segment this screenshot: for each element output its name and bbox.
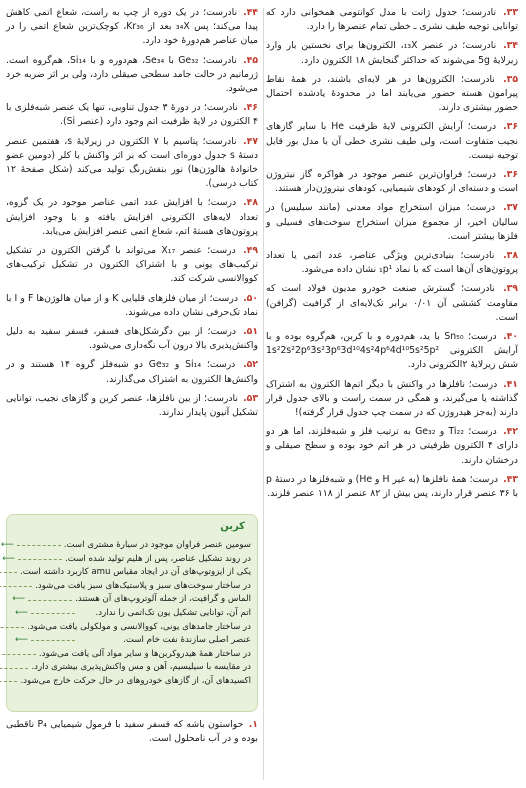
- carbon-fact: [15, 634, 251, 648]
- answer-item: [266, 282, 518, 325]
- answer-item: [266, 378, 518, 421]
- answer-number: ۵۳.: [243, 392, 258, 404]
- carbon-fact: [15, 648, 251, 662]
- answer-item: [266, 6, 518, 34]
- arrow-left-icon: ⟵: [15, 635, 28, 646]
- dashed-leader: [0, 668, 28, 669]
- answer-number: ۳۵.: [503, 73, 518, 85]
- dashed-leader: [31, 613, 75, 614]
- answer-item: [266, 249, 518, 277]
- footnote-number: ۱.: [248, 719, 258, 730]
- answer-text: نادرست؛ در عنصر ₁₃X، الکترون‌ها برای نخستین بار وارد زیرلایهٔ 5g می‌شوند که حداکثر گنجایش ۱۸ الکترون دارد.: [266, 40, 518, 66]
- carbon-fact-text: الماس و گرافیت، از جمله آلوتروپ‌های آن هستند.: [75, 594, 251, 605]
- answer-text: درست؛ عنصر X₁₇ می‌تواند با گرفتن الکترون در تشکیل ترکیب‌های یونی و با اشتراک الکترون در تشکیل ترکیب‌های کووالانسی شرکت کند.: [6, 245, 258, 285]
- answer-number: ۴۶.: [243, 102, 258, 114]
- answer-text: نادرست؛ پتاسیم با ۷ الکترون در زیرلایهٔ s، هفتمین عنصر دستهٔ s جدول دوره‌ای است که بر اثر واکنش با کلر (دومین عضو خانوادهٔ هالوژن‌ها) نور بنفش‌رنگ تولید می‌کند (شکل صفحهٔ ۱۲ کتاب درسی).: [6, 135, 258, 190]
- answer-number: ۳۶.: [503, 169, 518, 181]
- answer-item: [266, 73, 518, 116]
- dashed-leader: [0, 627, 24, 628]
- carbon-fact: [12, 593, 251, 607]
- answer-text: نادرست؛ گسترش صنعت خودرو مدیون فولاد است که مقاومت کششی آن ۰/۰۱ برابر تک‌لایه‌ای از گرافیت (گرافن) است.: [266, 283, 518, 323]
- answer-item: [266, 425, 518, 468]
- dashed-leader: [31, 640, 75, 641]
- answer-item: [266, 39, 518, 67]
- answer-item: [266, 330, 518, 373]
- answer-text: درست؛ با افزایش عدد اتمی عناصر موجود در یک گروه، تعداد لایه‌های الکترونی افزایش یافته و با وجود افزایش پروتون‌های هستهٔ اتم، شعاع اتمی عنصر افزایش می‌یابد.: [6, 197, 258, 237]
- carbon-fact-text: در روند تشکیل عناصر، پس از هلیم تولید شده است.: [65, 553, 251, 564]
- answer-number: ۳۴.: [503, 40, 518, 52]
- left-answers: [6, 6, 258, 420]
- answer-number: ۴۵.: [243, 54, 258, 66]
- answer-text: نادرست؛ Ge₃₂ با Se₃₄، هم‌دوره و با Si₁₄، هم‌گروه است. ژرمانیم در حالت جامد سطحی صیقلی دارد، ولی بر اثر ضربه خرد می‌شود.: [6, 54, 258, 95]
- answer-number: ۴۴.: [243, 7, 258, 18]
- footnote-text: حواستون باشه که فسفر سفید با فرمول شیمیایی P₄ ناقطبی بوده و در آب نامحلول است.: [6, 719, 258, 744]
- answer-number: ۳۹.: [503, 283, 518, 295]
- answer-text: نادرست؛ از بین نافلزها، عنصر کربن و گازهای نجیب، توانایی تشکیل آنیون پایدار ندارند.: [6, 392, 258, 419]
- carbon-fact-text: اکسیدهای آن، از گازهای خودروهای در حال حرکت خارج می‌شود.: [20, 675, 251, 686]
- answer-number: ۴۹.: [243, 245, 258, 257]
- carbon-fact: [15, 580, 251, 594]
- right-column: [266, 6, 518, 782]
- dashed-leader: [18, 559, 62, 560]
- answer-text: نادرست؛ بنیادی‌ترین ویژگی عناصر، عدد اتمی یا تعداد پروتون‌های آن‌ها است که با نماد ₁p¹ نشان داده می‌شود.: [266, 250, 518, 276]
- carbon-fact: [15, 621, 251, 635]
- carbon-fact: [15, 566, 251, 580]
- answer-text: درست؛ آرایش الکترونی لایهٔ ظرفیت He با سایر گازهای نجیب متفاوت است، ولی طیف نشری خطی آن با مدل بور قابل توجیه نیست.: [266, 121, 518, 161]
- footnote: [6, 718, 258, 746]
- answer-number: ۵۱.: [243, 326, 258, 338]
- answer-item: [6, 392, 258, 420]
- carbon-fact-text: در ساختار سوخت‌های سبز و پلاستیک‌های سبز یافت می‌شود.: [35, 580, 251, 591]
- answer-item: [6, 54, 258, 97]
- answer-number: ۳۳.: [503, 7, 518, 18]
- answer-text: نادرست؛ جدول ژانت با مدل کوانتومی همخوانی دارد که توانایی توجیه طیف نشری ـ خطی تمام عنصرها را دارد.: [266, 7, 518, 33]
- answer-text: درست؛ همهٔ نافلزها (به غیر H و He) و شبه‌فلزها در دستهٔ p با ۳۶ عنصر قرار دارند، پس بیش از ۸۲ عنصر از ۱۱۸ عنصر فلزند.: [266, 473, 518, 500]
- answer-text: درست؛ میزان استخراج مواد معدنی (مانند سیلیس) در سالیان اخیر، از مجموع میزان استخراج سوخت‌های فسیلی و فلزها بیشتر است.: [266, 202, 518, 242]
- dashed-leader: [0, 681, 17, 682]
- carbon-fact-text: در ساختار جامدهای یونی، کووالانسی و مولکولی یافت می‌شود.: [27, 621, 251, 632]
- answer-number: ۳۷.: [503, 202, 518, 214]
- arrow-left-icon: ⟵: [12, 594, 26, 605]
- answer-number: ۵۲.: [243, 359, 258, 371]
- answer-text: درست؛ از بین دگرشکل‌های فسفر، فسفر سفید به دلیل واکنش‌پذیری بالا درون آب نگه‌داری می‌شود.: [6, 326, 258, 352]
- answer-item: [6, 196, 258, 239]
- answer-item: [6, 135, 258, 192]
- answer-number: ۴۲.: [503, 426, 518, 438]
- answer-number: ۵۰.: [243, 292, 258, 304]
- answer-item: [266, 201, 518, 244]
- answer-item: [266, 120, 518, 163]
- column-divider: [263, 8, 264, 780]
- dashed-leader: [17, 545, 61, 546]
- answer-text: نادرست؛ در یک دوره از چپ به راست، شعاع اتمی کاهش پیدا می‌کند؛ پس ₃₄X بعد از Kr₃₆، کوچک‌ترین شعاع اتمی را در میان عناصر هم‌دورهٔ خود دارد.: [6, 7, 258, 47]
- carbon-fact-text: اتم آن، توانایی تشکیل یون تک‌اتمی را ندارد.: [95, 607, 251, 618]
- answer-text: درست؛ نافلزها در واکنش با دیگر اتم‌ها الکترون به اشتراک گذاشته یا می‌گیرند، و همگی در سمت راست و بالای جدول قرار دارند (به‌جز هیدروژن که در سمت چپ جدول قرار گرفته)!: [266, 378, 518, 419]
- answer-text: نادرست؛ در دورهٔ ۳ جدول تناوبی، تنها یک عنصر شبه‌فلزی با ۴ الکترون در لایهٔ ظرفیت اتم وجود دارد (عنصر Si).: [6, 102, 258, 128]
- carbon-fact: [15, 661, 251, 675]
- answer-text: درست؛ Ti₂₂ و Ge₃₂ به ترتیب فلز و شبه‌فلزند، اما هر دو دارای ۴ الکترون ظرفیتی در هر اتم خود بوده و سطح صیقلی و درخشان دارند.: [266, 426, 518, 466]
- answer-number: ۴۷.: [243, 135, 258, 147]
- arrow-left-icon: ⟵: [0, 540, 14, 550]
- carbon-fact-text: در ساختار همهٔ هیدروکربن‌ها و سایر مواد آلی یافت می‌شود.: [38, 648, 251, 659]
- carbon-facts-list: [0, 539, 251, 689]
- dashed-leader: [0, 572, 17, 573]
- carbon-fact-text: سومین عنصر فراوان موجود در سیارهٔ مشتری است.: [63, 540, 251, 550]
- left-column: [0, 6, 258, 782]
- answer-number: ۴۱.: [503, 378, 518, 390]
- answer-text: درست؛ Si₁₄ و Ge₃₂ دو شبه‌فلز گروه ۱۴ هستند و در واکنش‌ها الکترون به اشتراک می‌گذارند.: [6, 359, 258, 385]
- answer-number: ۴۸.: [243, 197, 258, 209]
- carbon-fact: [0, 539, 251, 553]
- arrow-left-icon: ⟵: [15, 607, 28, 618]
- carbon-fact: [15, 675, 251, 689]
- carbon-box-title: کربن: [220, 521, 245, 532]
- carbon-fact-text: یکی از ایزوتوپ‌های آن در ایجاد مقیاس amu کاربرد داشته است.: [19, 567, 251, 578]
- answer-text: درست؛ از میان فلزهای قلیایی K و از میان هالوژن‌ها F و I با نماد تک‌حرفی نشان داده می‌شوند.: [6, 292, 258, 318]
- answer-number: ۳۶.: [503, 121, 518, 133]
- answer-item: [266, 168, 518, 196]
- arrow-left-icon: ⟵: [2, 553, 16, 564]
- dashed-leader: [0, 654, 36, 655]
- answer-number: ۴۳.: [503, 473, 518, 485]
- answer-item: [6, 292, 258, 320]
- answer-item: [6, 244, 258, 287]
- carbon-fact: [2, 553, 251, 567]
- answer-number: ۴۰.: [503, 331, 518, 343]
- carbon-fact-text: در مقایسه با سیلیسیم، آهن و مس واکنش‌پذیری بیشتری دارد.: [31, 662, 251, 673]
- answer-number: ۳۸.: [503, 250, 518, 262]
- answer-item: [6, 101, 258, 129]
- carbon-box: [0, 514, 258, 712]
- dashed-leader: [28, 600, 72, 601]
- answer-text: درست؛ Sn₅₀ با ید، هم‌دوره و با کربن، هم‌گروه بوده و با آرایش الکترونی 1s²2s²2p⁶3s²3p⁶3d¹⁰4s²4p⁶4d¹⁰5s²5p² شش زیرلایهٔ ۲الکترونی دارد.: [266, 331, 518, 371]
- answer-item: [6, 325, 258, 353]
- carbon-fact-text: عنصر اصلی سازندهٔ نفت خام است.: [123, 635, 251, 646]
- answer-text: درست؛ فراوان‌ترین عنصر موجود در هواکره گاز نیتروژن است و دسته‌ای از کودهای شیمیایی، کودهای نیتروژن‌دار هستند.: [266, 169, 518, 195]
- answer-item: [6, 358, 258, 386]
- carbon-fact: [15, 607, 251, 621]
- answer-item: [266, 473, 518, 501]
- dashed-leader: [0, 586, 32, 587]
- answer-item: [6, 6, 258, 49]
- answer-text: نادرست؛ الکترون‌ها در هر لایه‌ای باشند، در همهٔ نقاط پیرامون هسته حضور می‌یابند اما در محدودهٔ یادشده احتمال حضور بیشتری دارند.: [266, 73, 518, 114]
